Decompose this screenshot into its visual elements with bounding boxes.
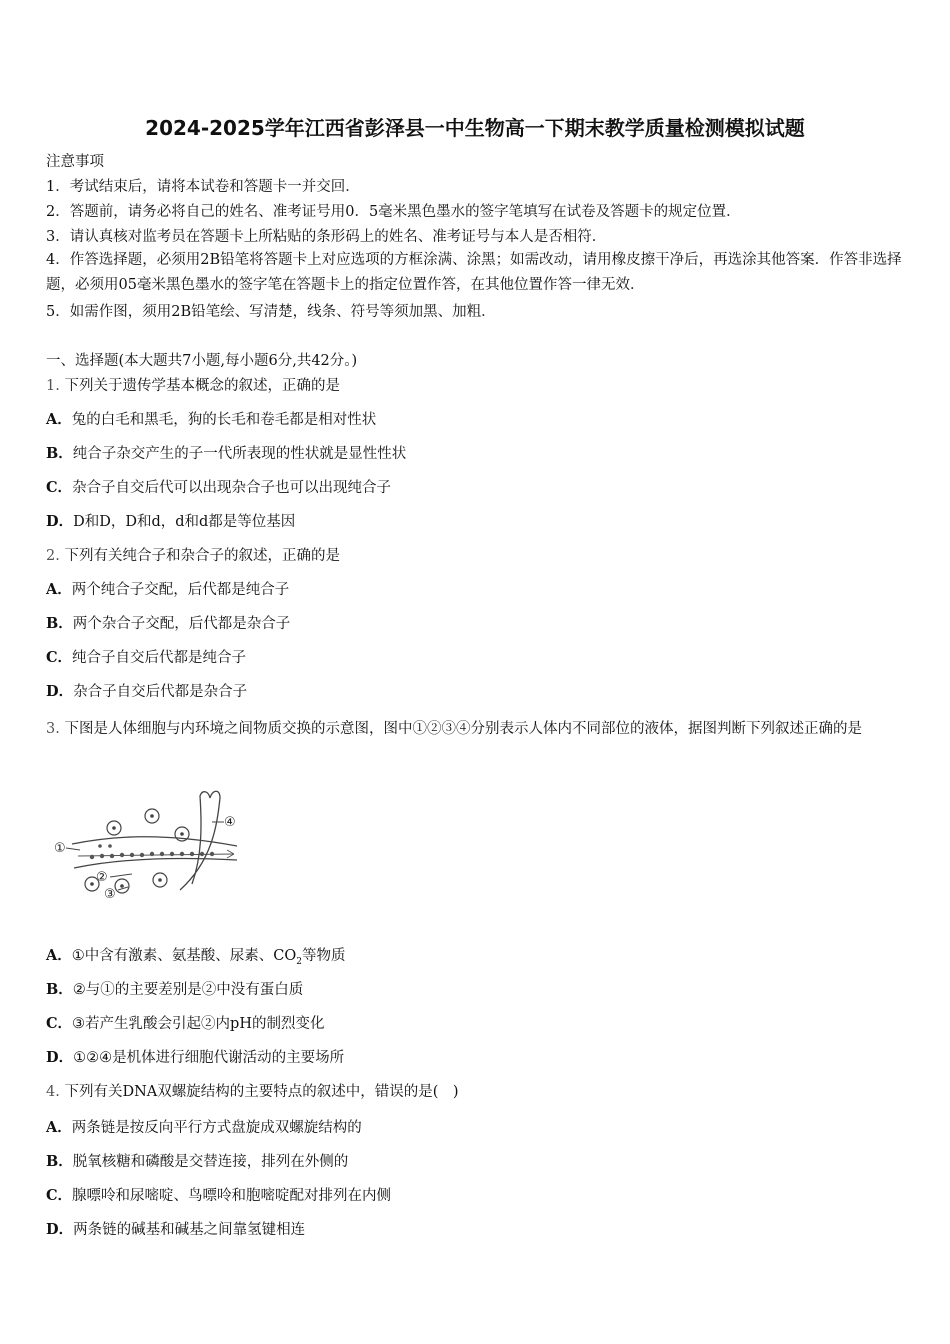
q4-option-b	[46, 1152, 348, 1172]
label-2: ②	[96, 870, 108, 885]
q1-option-c	[46, 478, 391, 498]
question-number: 3.	[46, 721, 60, 737]
option-letter: A．	[46, 947, 72, 964]
option-text: ①②④是机体进行细胞代谢活动的主要场所	[73, 1050, 345, 1066]
option-text: 纯合子杂交产生的子一代所表现的性状就是显性性状	[72, 446, 407, 462]
option-letter: C．	[46, 649, 73, 666]
question-2	[46, 546, 340, 566]
question-number: 4.	[46, 1084, 60, 1100]
q3-option-a	[46, 946, 345, 972]
option-letter: C．	[46, 1015, 73, 1032]
option-letter: D．	[46, 683, 74, 700]
option-letter: A．	[46, 1119, 72, 1136]
q4-option-d	[46, 1220, 305, 1240]
q1-option-d	[46, 512, 295, 532]
question-1	[46, 376, 340, 396]
label-3: ③	[104, 887, 116, 902]
blood-cells	[90, 844, 214, 859]
question-3	[46, 710, 904, 748]
cell-exchange-diagram	[52, 786, 248, 906]
option-text: ②与①的主要差别是②中没有蛋白质	[72, 982, 304, 998]
label-1: ①	[54, 841, 66, 856]
option-text: 两个杂合子交配，后代都是杂合子	[72, 616, 291, 632]
label-4: ④	[224, 815, 236, 830]
option-letter: D．	[46, 513, 74, 530]
section-heading: 一、选择题(本大题共7小题,每小题6分,共42分。)	[46, 353, 358, 369]
q3-option-d	[46, 1048, 344, 1068]
q1-option-b	[46, 444, 406, 464]
q2-option-b	[46, 614, 290, 634]
option-text: ③若产生乳酸会引起②内pH的制烈变化	[72, 1016, 325, 1032]
option-text-tail: 等物质	[301, 948, 346, 964]
option-text: 两条链的碱基和碱基之间靠氢键相连	[73, 1222, 306, 1238]
option-letter: C．	[46, 479, 73, 496]
q2-option-d	[46, 682, 247, 702]
option-text: 两条链是按反向平行方式盘旋成双螺旋结构的	[71, 1120, 362, 1136]
q4-option-c	[46, 1186, 391, 1206]
subscript: 2	[296, 956, 302, 967]
lymphatic-vessel	[180, 791, 220, 890]
capillary-lower-wall	[74, 858, 237, 868]
option-letter: C．	[46, 1187, 73, 1204]
q2-option-c	[46, 648, 246, 668]
question-4	[46, 1082, 459, 1102]
option-text: 脱氧核糖和磷酸是交替连接，排列在外侧的	[72, 1154, 349, 1170]
option-letter: A．	[46, 581, 72, 598]
option-letter: D．	[46, 1049, 74, 1066]
question-stem: 下图是人体细胞与内环境之间物质交换的示意图，图中①②③④分别表示人体内不同部位的液体，据图判断下列叙述正确的是	[64, 721, 862, 737]
option-letter: B．	[46, 981, 73, 998]
notice-item-2: 2．答题前，请务必将自己的姓名、准考证号用0．5毫米黑色墨水的签字笔填写在试卷及答题卡的规定位置．	[46, 204, 741, 220]
option-text: 杂合子自交后代可以出现杂合子也可以出现纯合子	[72, 480, 392, 496]
option-letter: A．	[46, 411, 72, 428]
q3-option-b	[46, 980, 303, 1000]
exam-title: 2024-2025学年江西省彭泽县一中生物高一下期末教学质量检测模拟试题	[145, 116, 805, 140]
question-number: 2.	[46, 548, 60, 564]
option-text: 腺嘌呤和尿嘧啶、鸟嘌呤和胞嘧啶配对排列在内侧	[72, 1188, 392, 1204]
option-text: 兔的白毛和黑毛，狗的长毛和卷毛都是相对性状	[71, 412, 377, 428]
q2-option-a	[46, 580, 289, 600]
question-number: 1.	[46, 378, 60, 394]
notice-item-4: 4．作答选择题，必须用2B铅笔将答题卡上对应选项的方框涂满、涂黑；如需改动，请用橡皮擦干净后，再选涂其他答案．作答非选择题，必须用05毫米黑色墨水的签字笔在答题卡上的指定位置作答，在其他位置作答一律无效．	[46, 252, 902, 293]
option-letter: B．	[46, 1153, 73, 1170]
option-text: 纯合子自交后代都是纯合子	[72, 650, 247, 666]
question-stem: 下列关于遗传学基本概念的叙述，正确的是	[64, 378, 340, 394]
leader-line-1	[66, 848, 80, 850]
leader-line-2	[110, 874, 132, 877]
question-stem: 下列有关纯合子和杂合子的叙述，正确的是	[64, 548, 340, 564]
option-letter: D．	[46, 1221, 74, 1238]
option-text: D和D，D和d，d和d都是等位基因	[73, 514, 296, 530]
option-text: 杂合子自交后代都是杂合子	[73, 684, 248, 700]
option-letter: B．	[46, 445, 73, 462]
notice-item-5: 5．如需作图，须用2B铅笔绘、写清楚，线条、符号等须加黑、加粗．	[46, 304, 496, 320]
option-text: 两个纯合子交配，后代都是纯合子	[71, 582, 290, 598]
q3-option-c	[46, 1014, 324, 1034]
option-text: ①中含有激素、氨基酸、尿素、CO	[71, 948, 297, 964]
q4-option-a	[46, 1118, 362, 1138]
option-letter: B．	[46, 615, 73, 632]
q1-option-a	[46, 410, 376, 430]
notice-item-1: 1．考试结束后，请将本试卷和答题卡一并交回．	[46, 179, 360, 195]
question-stem: 下列有关DNA双螺旋结构的主要特点的叙述中，错误的是( )	[64, 1084, 459, 1100]
notice-heading: 注意事项	[46, 154, 104, 170]
notice-item-3: 3．请认真核对监考员在答题卡上所粘贴的条形码上的姓名、准考证号与本人是否相符．	[46, 229, 607, 245]
